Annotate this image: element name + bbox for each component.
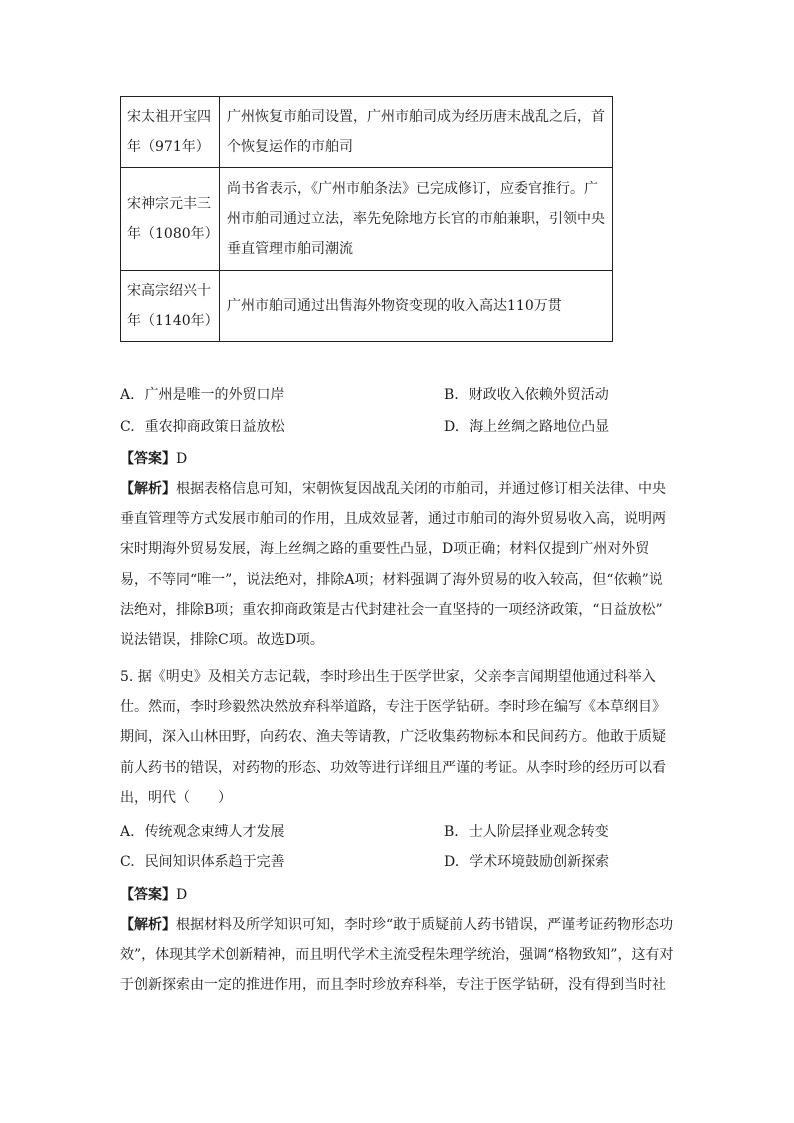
stem-line: 前人药书的错误，对药物的形态、功效等进行详细且严谨的考证。从李时珍的经历可以看 bbox=[120, 759, 666, 776]
analysis-line: 于创新探索由一定的推进作用，而且李时珍放弃科举，专注于医学钻研，没有得到当时社 bbox=[120, 977, 666, 994]
q4-option-c bbox=[120, 417, 285, 437]
table-cell-event: 广州恢复市舶司设置，广州市舶司成为经历唐末战乱之后，首个恢复运作的市舶司 bbox=[220, 97, 613, 168]
analysis-line: 宋时期海外贸易发展，海上丝绸之路的重要性凸显，D项正确；材料仅提到广州对外贸 bbox=[120, 541, 650, 558]
answer-value: D bbox=[176, 451, 188, 467]
q5-option-a bbox=[120, 822, 285, 842]
table-cell-date: 宋太祖开宝四年（971年） bbox=[121, 97, 220, 168]
q4-option-a bbox=[120, 385, 285, 405]
analysis-line: 说法错误，排除C项。故选D项。 bbox=[120, 632, 324, 649]
analysis-line: 【解析】根据材料及所学知识可知，李时珍“敢于质疑前人药书错误，严谨考证药物形态功 bbox=[120, 917, 674, 933]
answer-tag: 【答案】 bbox=[120, 887, 176, 903]
q4-answer bbox=[120, 444, 614, 474]
table-row bbox=[121, 97, 613, 168]
q5-analysis bbox=[120, 910, 674, 1001]
q4-analysis bbox=[120, 474, 666, 655]
analysis-line: 易，不等同“唯一”，说法绝对，排除A项；材料强调了海外贸易的收入较高，但“依赖”说 bbox=[120, 571, 663, 588]
q5-option-c bbox=[120, 852, 285, 872]
table-cell-date: 宋高宗绍兴十年（1140年） bbox=[121, 271, 220, 342]
stem-line: 期间，深入山林田野，向药农、渔夫等请教，广泛收集药物标本和民间药方。他敢于质疑 bbox=[120, 729, 666, 746]
option-text: 士人阶层择业观念转变 bbox=[468, 824, 609, 840]
analysis-line: 【解析】根据表格信息可知，宋朝恢复因战乱关闭的市舶司，并通过修订相关法律、中央 bbox=[120, 481, 666, 497]
option-letter: C. bbox=[120, 854, 135, 870]
q5-option-d bbox=[444, 852, 609, 872]
history-table bbox=[120, 96, 613, 342]
answer-value: D bbox=[176, 887, 188, 903]
analysis-line: 垂直管理等方式发展市舶司的作用，且成效显著，通过市舶司的海外贸易收入高，说明两 bbox=[120, 511, 666, 528]
analysis-tag: 【解析】 bbox=[120, 917, 176, 933]
option-text: 重农抑商政策日益放松 bbox=[144, 419, 285, 435]
option-letter: B. bbox=[444, 387, 459, 403]
option-letter: A. bbox=[120, 387, 135, 403]
option-letter: D. bbox=[444, 854, 460, 870]
option-letter: A. bbox=[120, 824, 135, 840]
q5-answer bbox=[120, 880, 614, 910]
table-cell-event: 尚书省表示，《广州市舶条法》已完成修订，应委官推行。广州市舶司通过立法，率先免除地方长官的市舶兼职，引领中央垂直管理市舶司潮流 bbox=[220, 168, 613, 271]
stem-line: 出，明代（ ） bbox=[120, 789, 232, 806]
option-text: 海上丝绸之路地位凸显 bbox=[469, 419, 610, 435]
answer-tag: 【答案】 bbox=[120, 451, 176, 467]
analysis-line: 效”，体现其学术创新精神，而且明代学术主流受程朱理学统治，强调“格物致知”，这有对 bbox=[120, 947, 674, 964]
table-row bbox=[121, 168, 613, 271]
table-row bbox=[121, 271, 613, 342]
q5-option-b bbox=[444, 822, 609, 842]
option-text: 学术环境鼓励创新探索 bbox=[469, 854, 610, 870]
analysis-line: 法绝对，排除B项；重农抑商政策是古代封建社会一直坚持的一项经济政策，“日益放松” bbox=[120, 601, 663, 618]
option-text: 财政收入依赖外贸活动 bbox=[468, 387, 609, 403]
q4-option-d bbox=[444, 417, 609, 437]
option-letter: B. bbox=[444, 824, 459, 840]
table-cell-event: 广州市舶司通过出售海外物资变现的收入高达110万贯 bbox=[220, 271, 613, 342]
analysis-tag: 【解析】 bbox=[120, 481, 176, 497]
option-letter: C. bbox=[120, 419, 135, 435]
q4-option-b bbox=[444, 385, 609, 405]
option-text: 广州是唯一的外贸口岸 bbox=[144, 387, 285, 403]
option-text: 民间知识体系趋于完善 bbox=[144, 854, 285, 870]
stem-line: 仕。然而，李时珍毅然决然放弃科举道路，专注于医学钻研。李时珍在编写《本草纲目》 bbox=[120, 699, 666, 716]
stem-line: 5. 据《明史》及相关方志记载，李时珍出生于医学世家，父亲李言闻期望他通过科举入 bbox=[120, 669, 656, 685]
option-letter: D. bbox=[444, 419, 460, 435]
q5-stem bbox=[120, 662, 666, 813]
table-cell-date: 宋神宗元丰三年（1080年） bbox=[121, 168, 220, 271]
option-text: 传统观念束缚人才发展 bbox=[144, 824, 285, 840]
